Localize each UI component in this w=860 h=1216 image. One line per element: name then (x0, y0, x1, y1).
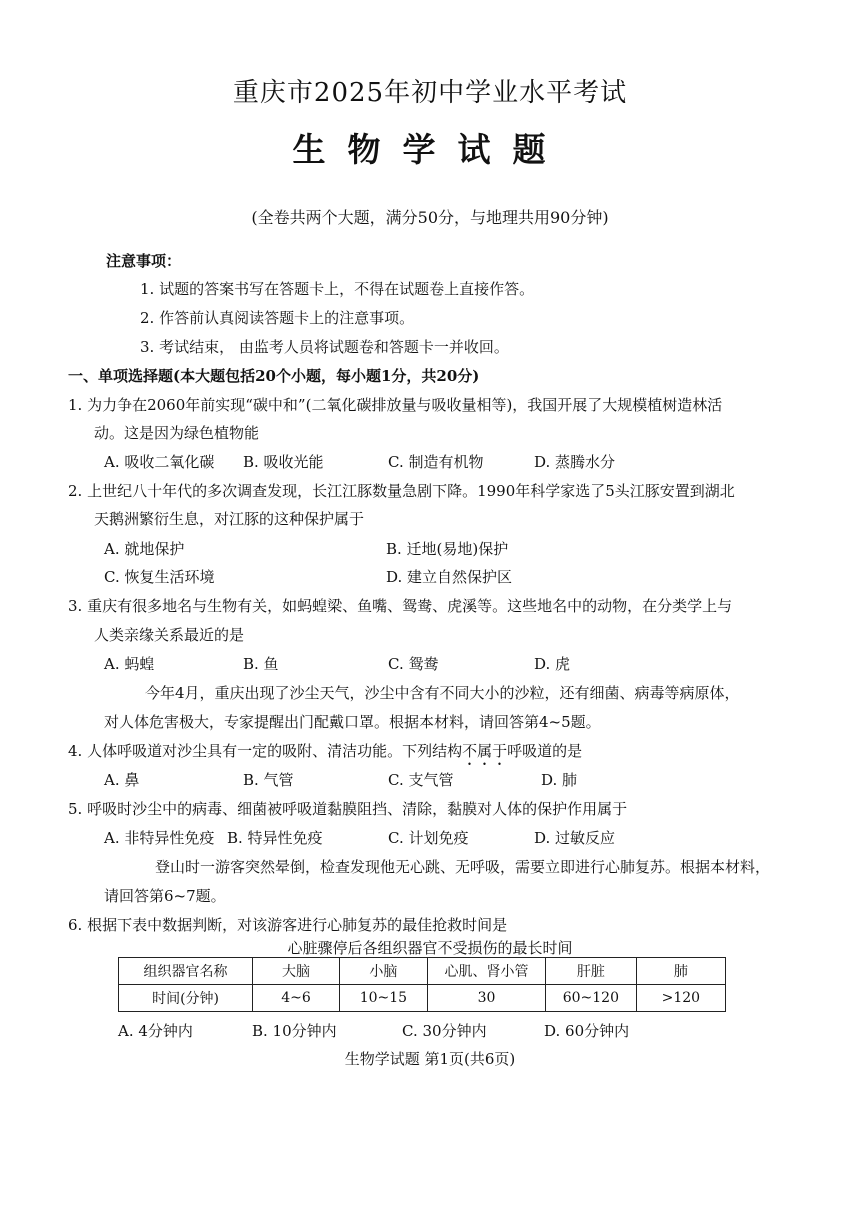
q4-stem (68, 740, 582, 769)
q1-stem-line2: 动。这是因为绿色植物能 (94, 424, 260, 442)
q2-option-d: D. 建立自然保护区 (386, 568, 513, 586)
notice-item-1: 1. 试题的答案书写在答题卡上，不得在试题卷上直接作答。 (140, 280, 535, 298)
table-header-row (119, 958, 726, 985)
material-2-line2: 请回答第6~7题。 (104, 887, 226, 905)
q2-stem-line1: 2. 上世纪八十年代的多次调查发现，长江江豚数量急剧下降。1990年科学家选了5头江豚安置到湖北 (68, 482, 735, 500)
q6-option-c: C. 30分钟内 (402, 1022, 487, 1040)
q6-option-b: B. 10分钟内 (252, 1022, 337, 1040)
table-cell: >120 (636, 985, 725, 1012)
q4-option-a: A. 鼻 (104, 771, 140, 789)
q4-stem-before: 4. 人体呼吸道对沙尘具有一定的吸附、清洁功能。下列结构 (68, 742, 463, 760)
q3-option-a: A. 蚂蝗 (104, 655, 155, 673)
notice-item-3: 3. 考试结束， 由监考人员将试题卷和答题卡一并收回。 (140, 338, 509, 356)
q5-option-a: A. 非特异性免疫 (104, 829, 215, 847)
exam-subtitle: (全卷共两个大题，满分50分，与地理共用90分钟) (251, 208, 609, 227)
q3-stem-line2: 人类亲缘关系最近的是 (94, 626, 245, 644)
q5-option-c: C. 计划免疫 (388, 829, 469, 847)
organ-time-table (118, 957, 726, 1012)
q5-option-b: B. 特异性免疫 (227, 829, 323, 847)
q4-option-d: D. 肺 (541, 771, 578, 789)
q6-option-a: A. 4分钟内 (118, 1022, 193, 1040)
notice-heading: 注意事项： (106, 252, 182, 270)
notice-item-2: 2. 作答前认真阅读答题卡上的注意事项。 (140, 309, 415, 327)
q1-stem-line1: 1. 为力争在2060年前实现“碳中和”(二氧化碳排放量与吸收量相等)，我国开展了大规模植树造林活 (68, 396, 723, 414)
material-1-line1: 今年4月，重庆出现了沙尘天气，沙尘中含有不同大小的沙粒，还有细菌、病毒等病原体， (145, 684, 740, 702)
material-2-line1: 登山时一游客突然晕倒，检查发现他无心跳、无呼吸，需要立即进行心肺复苏。根据本材料， (155, 858, 771, 876)
q3-stem-line1: 3. 重庆有很多地名与生物有关，如蚂蝗梁、鱼嘴、鸳鸯、虎溪等。这些地名中的动物，在分类学上与 (68, 597, 733, 615)
table-cell: 时间(分钟) (119, 985, 253, 1012)
q3-option-b: B. 鱼 (243, 655, 279, 673)
q3-option-c: C. 鸳鸯 (388, 655, 439, 673)
table-cell: 10~15 (339, 985, 427, 1012)
table-header-cell: 组织器官名称 (119, 958, 253, 985)
q1-option-d: D. 蒸腾水分 (534, 453, 616, 471)
table-header-cell: 大脑 (253, 958, 340, 985)
q2-stem-line2: 天鹅洲繁衍生息，对江豚的这种保护属于 (94, 510, 365, 528)
q3-option-d: D. 虎 (534, 655, 571, 673)
q2-option-c: C. 恢复生活环境 (104, 568, 215, 586)
q5-stem: 5. 呼吸时沙尘中的病毒、细菌被呼吸道黏膜阻挡、清除，黏膜对人体的保护作用属于 (68, 800, 628, 818)
subject-title: 生物学试题 (292, 130, 568, 169)
page-footer: 生物学试题 第1页(共6页) (344, 1050, 516, 1068)
table-cell: 60~120 (546, 985, 637, 1012)
table-row (119, 985, 726, 1012)
q1-option-b: B. 吸收光能 (243, 453, 324, 471)
table-header-cell: 肺 (636, 958, 725, 985)
q4-option-c: C. 支气管 (388, 771, 454, 789)
q2-option-a: A. 就地保护 (104, 540, 185, 558)
table-cell: 4~6 (253, 985, 340, 1012)
q4-stem-emphasis: 不属于 (462, 742, 508, 760)
q1-option-c: C. 制造有机物 (388, 453, 484, 471)
exam-title: 重庆市2025年初中学业水平考试 (232, 78, 628, 108)
table-cell: 30 (427, 985, 545, 1012)
q5-option-d: D. 过敏反应 (534, 829, 616, 847)
table-caption: 心脏骤停后各组织器官不受损伤的最长时间 (287, 939, 573, 957)
section-1-heading: 一、单项选择题(本大题包括20个小题，每小题1分，共20分) (68, 367, 480, 385)
q4-option-b: B. 气管 (243, 771, 294, 789)
q4-stem-after: 呼吸道的是 (507, 742, 583, 760)
q6-stem: 6. 根据下表中数据判断，对该游客进行心肺复苏的最佳抢救时间是 (68, 916, 508, 934)
material-1-line2: 对人体危害极大，专家提醒出门配戴口罩。根据本材料，请回答第4~5题。 (104, 713, 601, 731)
q6-option-d: D. 60分钟内 (544, 1022, 630, 1040)
table-header-cell: 心肌、肾小管 (427, 958, 545, 985)
q1-option-a: A. 吸收二氧化碳 (104, 453, 215, 471)
table-header-cell: 肝脏 (546, 958, 637, 985)
table-header-cell: 小脑 (339, 958, 427, 985)
q2-option-b: B. 迁地(易地)保护 (386, 540, 509, 558)
